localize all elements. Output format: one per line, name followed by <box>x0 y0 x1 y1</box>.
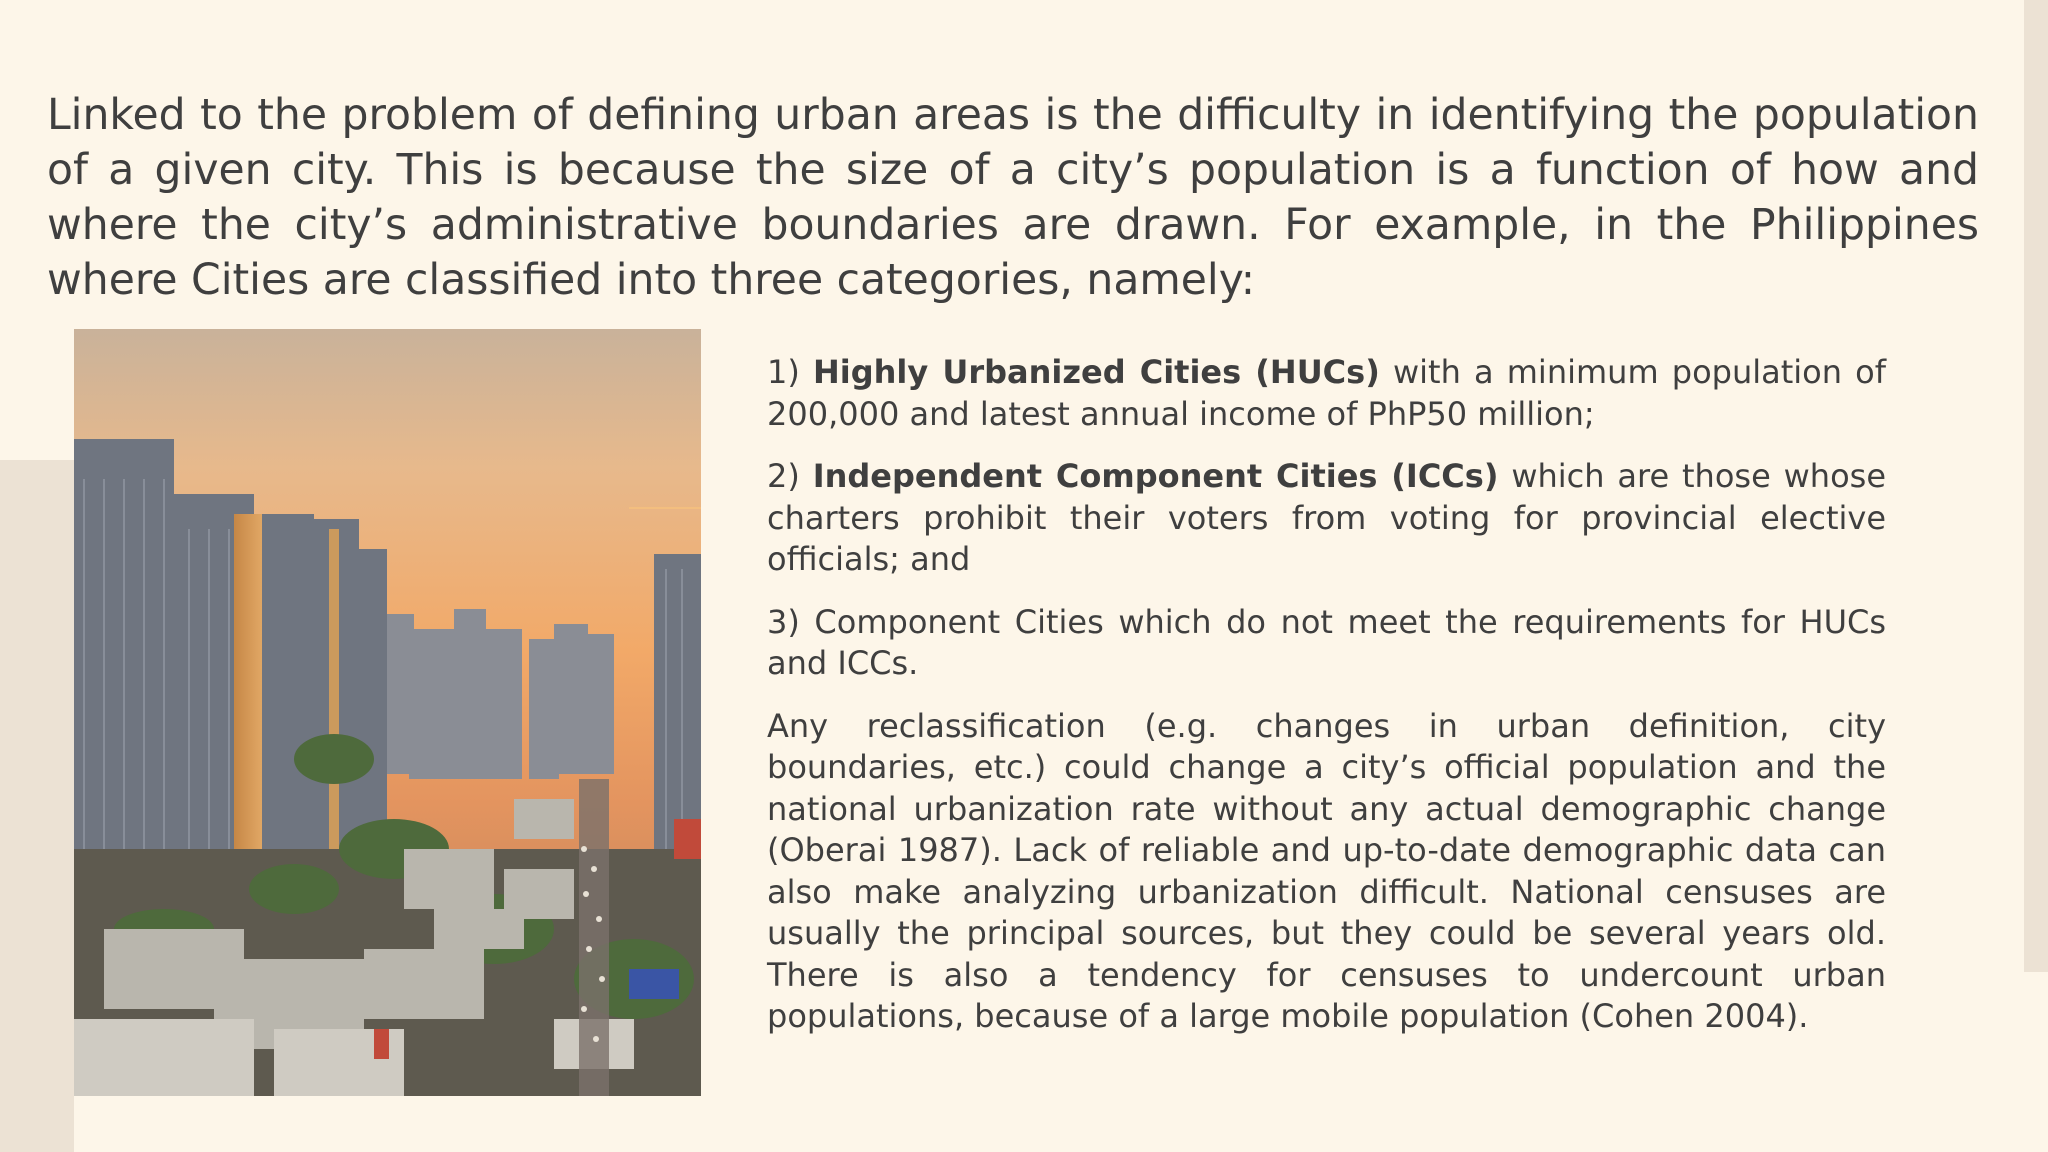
category-item-iccs <box>767 456 1886 581</box>
item-description: with a minimum population of 200,000 and latest annual income of PhP50 million; <box>767 353 1887 433</box>
item-description: Component Cities which do not meet the requirements for HUCs and ICCs. <box>767 602 1887 682</box>
decorative-panel-right <box>2024 0 2048 972</box>
decorative-panel-left <box>0 460 74 1152</box>
intro-paragraph: Linked to the problem of defining urban areas is the difficulty in identifying the population of a given city. This is because the size of a city’s population is a function of how and where the city’s administrative boundaries are drawn. For example, in the Philippines where Cities are classified into three categories, namely: <box>47 91 1979 305</box>
category-item-component <box>767 602 1886 685</box>
item-description: which are those whose charters prohibit their voters from voting for provincial elective officials; and <box>767 457 1887 578</box>
category-list <box>767 352 1886 1059</box>
closing-paragraph: Any reclassification (e.g. changes in urban definition, city boundaries, etc.) could change a city’s official population and the national urbanization rate without any actual demographic change (Oberai 1987). Lack of reliable and up-to-date demographic data can also make analyzing urbanization difficult. National censuses are usually the principal sources, but they could be several years old. There is also a tendency for censuses to undercount urban populations, because of a large mobile population (Cohen 2004). <box>767 706 1886 1035</box>
item-title: Independent Component Cities (ICCs) <box>812 457 1499 495</box>
item-title: Highly Urbanized Cities (HUCs) <box>812 353 1380 391</box>
item-number: 1) <box>767 353 800 391</box>
item-number: 2) <box>767 457 800 495</box>
category-item-hucs <box>767 352 1886 435</box>
item-number: 3) <box>767 602 800 641</box>
city-skyline-photo <box>74 329 701 1096</box>
